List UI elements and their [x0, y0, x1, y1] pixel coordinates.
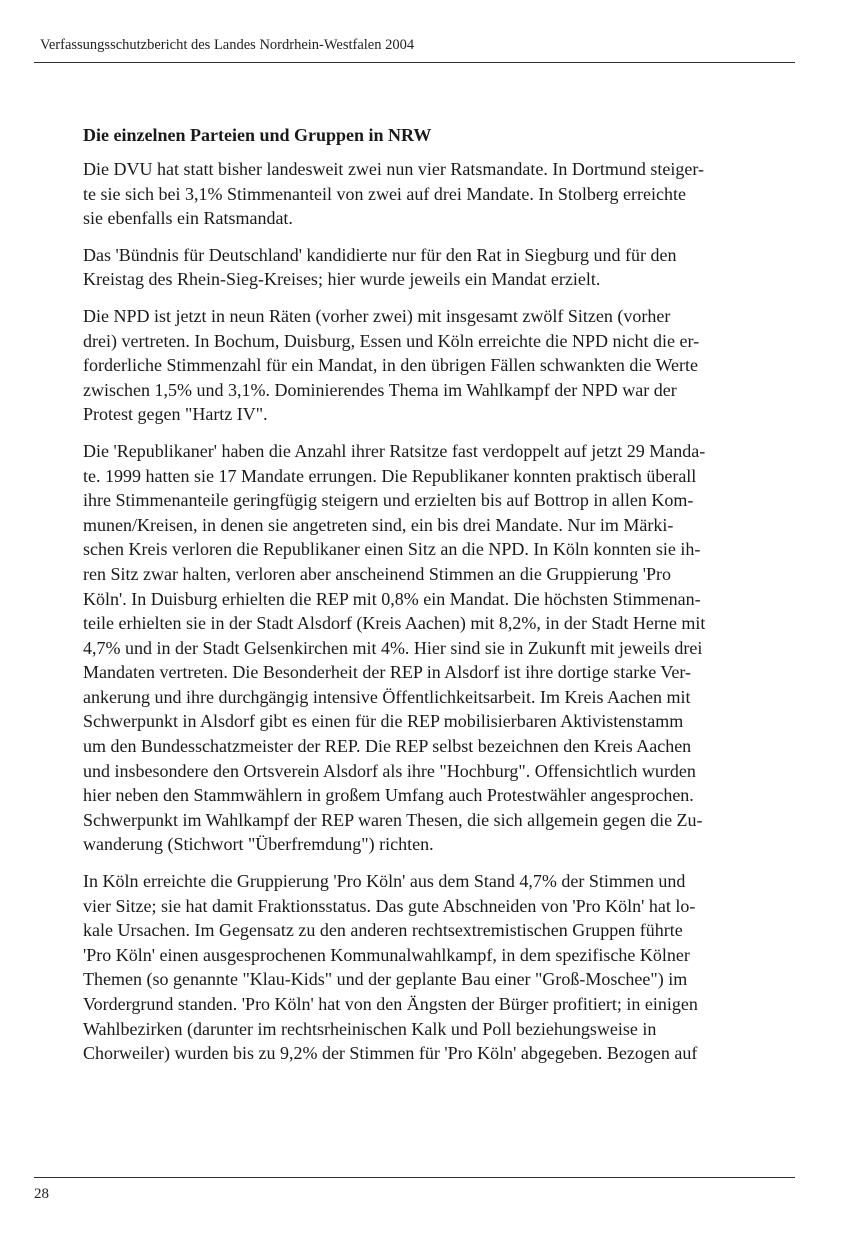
page-body	[83, 123, 795, 1078]
running-header: Verfassungsschutzbericht des Landes Nordrhein-Westfalen 2004	[40, 37, 415, 53]
page-number: 28	[34, 1186, 49, 1202]
paragraph-pro-koeln: In Köln erreichte die Gruppierung 'Pro Köln' aus dem Stand 4,7% der Stimmen und vier Sitze; sie hat damit Fraktionsstatus. Das gute Abschneiden von 'Pro Köln' hat lo- kale Ursachen. Im Gegensatz zu den anderen rechtsextremistischen Gruppen führte 'Pro Köln' einen ausgesprochenen Kommunalwahlkampf, in dem spezifische Kölner Themen (so genannte "Klau-Kids" und der geplante Bau einer "Groß-Moschee") im Vordergrund standen. 'Pro Köln' hat von den Ängsten der Bürger profitiert; in einigen Wahlbezirken (darunter im rechtsrheinischen Kalk und Poll beziehungsweise in Chorweiler) wurden bis zu 9,2% der Stimmen für 'Pro Köln' abgegeben. Bezogen auf	[83, 871, 698, 1064]
paragraph-buendnis: Das 'Bündnis für Deutschland' kandidierte nur für den Rat in Siegburg und für den Kreistag des Rhein-Sieg-Kreises; hier wurde jeweils ein Mandat erzielt.	[83, 244, 677, 290]
paragraph-dvu: Die DVU hat statt bisher landesweit zwei nun vier Ratsmandate. In Dortmund steiger- te sie sich bei 3,1% Stimmenanteil von zwei auf drei Mandate. In Stolberg erreichte sie ebenfalls ein Ratsmandat.	[83, 159, 704, 229]
paragraph-npd: Die NPD ist jetzt in neun Räten (vorher zwei) mit insgesamt zwölf Sitzen (vorher drei) vertreten. In Bochum, Duisburg, Essen und Köln erreichte die NPD nicht die er- forderliche Stimmenzahl für ein Mandat, in den übrigen Fällen schwankten die Werte zwischen 1,5% und 3,1%. Dominierendes Thema im Wahlkampf der NPD war der Protest gegen "Hartz IV".	[83, 305, 700, 425]
section-heading: Die einzelnen Parteien und Gruppen in NRW	[83, 125, 432, 145]
paragraph-republikaner: Die 'Republikaner' haben die Anzahl ihrer Ratsitze fast verdoppelt auf jetzt 29 Manda- te. 1999 hatten sie 17 Mandate errungen. Die Republikaner konnten praktisch überall ihre Stimmenanteile geringfügig steigern und erzielten bis auf Bottrop in allen Kom- munen/Kreisen, in denen sie angetreten sind, ein bis drei Mandate. Nur im Märki- schen Kreis verloren die Republikaner einen Sitz an die NPD. In Köln konnten sie ih- ren Sitz zwar halten, verloren aber anscheinend Stimmen an die Gruppierung 'Pro Köln'. In Duisburg erhielten die REP mit 0,8% ein Mandat. Die höchsten Stimmenan- teile erhielten sie in der Stadt Alsdorf (Kreis Aachen) mit 8,2%, in der Stadt Herne mit 4,7% und in der Stadt Gelsenkirchen mit 4%. Hier sind sie in Zukunft mit jeweils drei Mandaten vertreten. Die Besonderheit der REP in Alsdorf ist ihre dortige starke Ver- ankerung und ihre durchgängig intensive Öffentlichkeitsarbeit. Im Kreis Aachen mit Schwerpunkt in Alsdorf gibt es einen für die REP mobilisierbaren Aktivistenstamm um den Bundesschatzmeister der REP. Die REP selbst bezeichnen den Kreis Aachen und insbesondere den Ortsverein Alsdorf als ihre "Hochburg". Offensichtlich wurden hier neben den Stammwählern in großem Umfang auch Protestwähler angesprochen. Schwerpunkt im Wahlkampf der REP waren Thesen, die sich allgemein gegen die Zu- wanderung (Stichwort "Überfremdung") richten.	[83, 440, 706, 855]
header-rule	[34, 62, 795, 63]
footer-rule	[34, 1177, 795, 1178]
